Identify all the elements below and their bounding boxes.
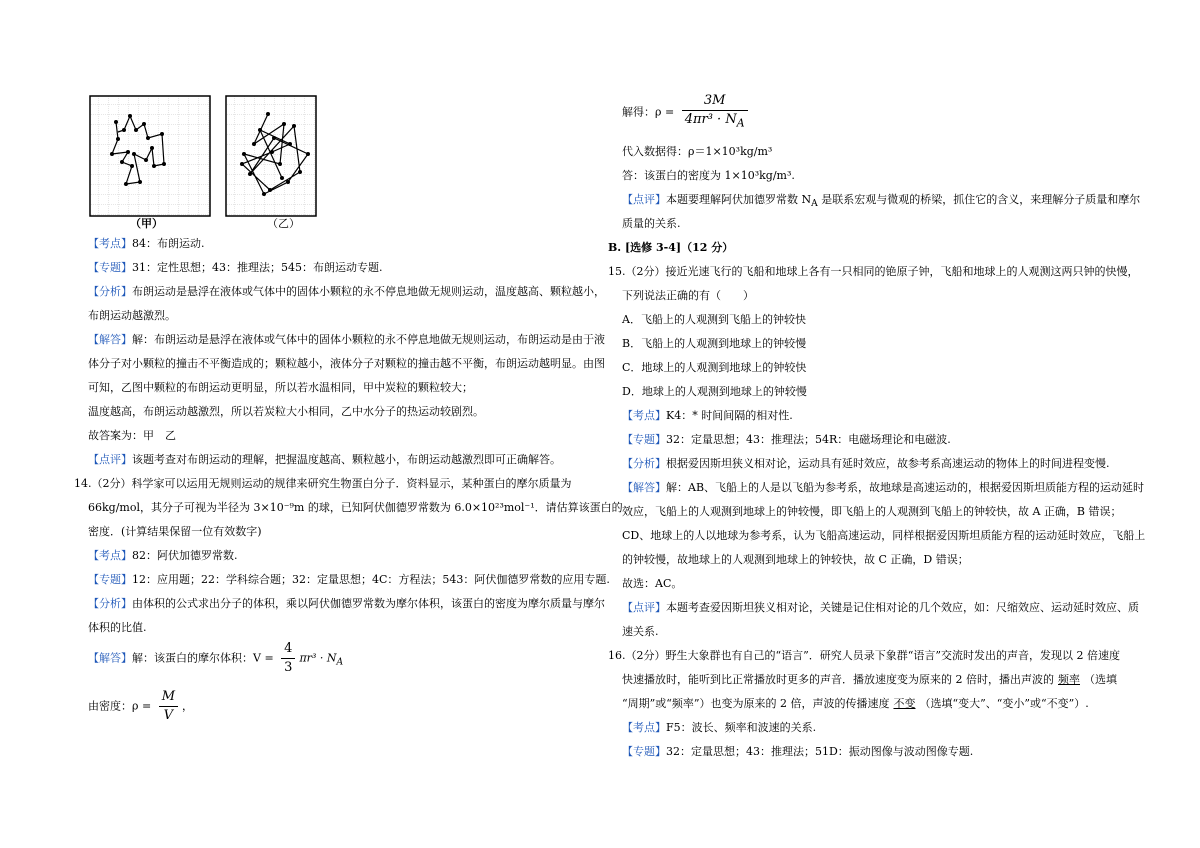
section-tag: 【专题】 [622, 433, 666, 446]
question-16-line: “周期”或“频率”）也变为原来的 2 倍，声波的传播速度 不变 （选填“变大”、“变小”或“不变”）. [622, 697, 1089, 710]
question-16-line: 快速播放时，能听到比正常播放时更多的声音．播放速度变为原来的 2 倍时，播出声波的 频率 （选填 [622, 673, 1117, 686]
formula-rest: πr³ · N [299, 651, 337, 665]
section-tag: 【分析】 [88, 285, 132, 298]
text-line: 故选：AC。 [622, 577, 683, 590]
brownian-figures [88, 94, 318, 234]
text-line: 布朗运动越激烈。 [88, 309, 176, 322]
option-d: D．地球上的人观测到地球上的钟较慢 [622, 385, 807, 398]
section-tag: 【考点】 [622, 409, 666, 422]
question-15-line: 下列说法正确的有（ ） [622, 289, 754, 302]
question-14-line: 密度．(计算结果保留一位有效数字) [88, 525, 262, 538]
section-tag: 【解答】 [622, 481, 666, 494]
section-heading: B. [选修 3-4]（12 分） [608, 241, 734, 254]
text-line: 【点评】该题考查对布朗运动的理解，把握温度越高、颗粒越小，布朗运动越激烈即可正确解答。 [88, 453, 561, 466]
text-line: 速关系. [622, 625, 659, 638]
formula-prefix: 解得：ρ = [622, 105, 675, 119]
option-a: A．飞船上的人观测到飞船上的钟较快 [622, 313, 806, 326]
text-line: 【专题】31：定性思想；43：推理法；545：布朗运动专题. [88, 261, 383, 274]
text-line: 可知，乙图中颗粒的布朗运动更明显，所以若水温相同，甲中炭粒的颗粒较大； [88, 381, 473, 394]
text-line: 【解答】解：AB、飞船上的人是以飞船为参考系，故地球是高速运动的，根据爱因斯坦质能方程的运动延时 [622, 481, 1145, 494]
section-tag: 【考点】 [88, 237, 132, 250]
fraction-numerator: M [159, 688, 178, 707]
section-tag: 【专题】 [622, 745, 666, 758]
figure-a [90, 96, 210, 216]
text-line: 【专题】32：定量思想；43：推理法；51D：振动图像与波动图像专题. [622, 745, 974, 758]
result-formula [622, 92, 1112, 133]
question-15: 15.（2分）接近光速飞行的飞船和地球上各有一只相同的铯原子钟，飞船和地球上的人观测这两只钟的快慢， [608, 265, 1139, 278]
option-b: B．飞船上的人观测到地球上的钟较慢 [622, 337, 807, 350]
formula-subscript: A [336, 656, 344, 668]
section-tag: 【专题】 [88, 573, 132, 586]
question-14-line: 66kg/mol，其分子可视为半径为 3×10⁻⁹m 的球，已知阿伏伽德罗常数为 6.0×10²³mol⁻¹．请估算该蛋白的 [88, 501, 623, 514]
fraction-numerator: 3M [682, 92, 748, 111]
section-tag: 【分析】 [88, 597, 132, 610]
text-line: 【考点】82：阿伏加德罗常数. [88, 549, 238, 562]
answer-blank: 不变 [893, 697, 916, 710]
question-16: 16.（2分）野生大象群也有自己的“语言”．研究人员录下象群“语言”交流时发出的声音，发现以 2 倍速度 [608, 649, 1120, 662]
figure-b-label: （乙） [267, 217, 300, 230]
molar-volume-formula [88, 640, 578, 681]
text-line: 【分析】根据爱因斯坦狭义相对论，运动具有延时效应，故参考系高速运动的物体上的时间进程变慢. [622, 457, 1110, 470]
option-c: C．地球上的人观测到地球上的钟较快 [622, 361, 807, 374]
formula-prefix: 由密度：ρ = [88, 699, 152, 713]
fraction [682, 92, 748, 133]
figure-a-label: （甲） [130, 217, 163, 230]
text-line: 【解答】解：布朗运动是悬浮在液体或气体中的固体小颗粒的永不停息地做无规则运动，布朗运动是由于液 [88, 333, 605, 346]
section-tag: 【点评】 [622, 601, 666, 614]
fraction-denominator: V [163, 708, 174, 723]
text-line: CD、地球上的人以地球为参考系，认为飞船高速运动，同样根据爱因斯坦质能方程的运动延时效应，飞船上 [622, 529, 1146, 542]
fraction-numerator: 4 [281, 640, 295, 659]
section-tag: 【解答】 [88, 333, 132, 346]
text-line: 【考点】84：布朗运动. [88, 237, 205, 250]
section-tag: 【考点】 [622, 721, 666, 734]
text-line: 体积的比值. [88, 621, 147, 634]
answer-blank: 频率 [1058, 673, 1080, 686]
text-line: 的钟较慢，故地球上的人观测到地球上的钟较快，故 C 正确，D 错误； [622, 553, 969, 566]
section-tag: 【点评】 [88, 453, 132, 466]
text-line: 【点评】本题要理解阿伏加德罗常数 $N_A$ 是联系宏观与微观的桥梁，抓住它的含义，来理解分子质量和摩尔 [622, 193, 1141, 210]
section-tag: 【点评】 [622, 193, 666, 206]
text-line: 【考点】K4：* 时间间隔的相对性. [622, 409, 793, 422]
section-tag: 【专题】 [88, 261, 132, 274]
text-line: 【分析】由体积的公式求出分子的体积，乘以阿伏伽德罗常数为摩尔体积，该蛋白的密度为摩尔质量与摩尔 [88, 597, 605, 610]
text-line: 【专题】32：定量思想；43：推理法；54R：电磁场理论和电磁波. [622, 433, 951, 446]
text-line: 体分子对小颗粒的撞击不平衡造成的；颗粒越小，液体分子对颗粒的撞击越不平衡，布朗运动越明显。由图 [88, 357, 605, 370]
section-tag: 【考点】 [88, 549, 132, 562]
density-formula [88, 688, 578, 725]
text-line: 效应，飞船上的人观测到地球上的钟较慢，即飞船上的人观测到飞船上的钟较快，故 A 正确，B 错误； [622, 505, 1122, 518]
section-tag: 【解答】 [88, 651, 132, 665]
text-line: 【考点】F5：波长、频率和波速的关系. [622, 721, 817, 734]
text-line: 代入数据得：ρ＝1×10³kg/m³ [622, 145, 773, 158]
text-line: 答：该蛋白的密度为 1×10³kg/m³. [622, 169, 795, 182]
text-line: 质量的关系. [622, 217, 681, 230]
fraction [159, 688, 178, 725]
section-tag: 【分析】 [622, 457, 666, 470]
fraction-denominator: $4\pi r^3 \cdot N_A$ [684, 112, 745, 130]
fraction-denominator: 3 [284, 660, 293, 675]
text-line: 【点评】本题考查爱因斯坦狭义相对论，关键是记住相对论的几个效应，如：尺缩效应、运动延时效应、质 [622, 601, 1139, 614]
formula-prefix: 解：该蛋白的摩尔体积：V = [132, 651, 274, 665]
text-line: 【分析】布朗运动是悬浮在液体或气体中的固体小颗粒的永不停息地做无规则运动，温度越高、颗粒越小， [88, 285, 605, 298]
text-line: 【专题】12：应用题；22：学科综合题；32：定量思想；4C：方程法；543：阿伏伽德罗常数的应用专题. [88, 573, 610, 586]
question-14: 14.（2分）科学家可以运用无规则运动的规律来研究生物蛋白分子．资料显示，某种蛋白的摩尔质量为 [74, 477, 572, 490]
formula-suffix: ， [182, 699, 193, 713]
text-line: 故答案为：甲 乙 [88, 429, 176, 442]
fraction [281, 640, 295, 677]
figure-b [226, 96, 316, 216]
text-line: 温度越高，布朗运动越激烈，所以若炭粒大小相同，乙中水分子的热运动较剧烈。 [88, 405, 484, 418]
